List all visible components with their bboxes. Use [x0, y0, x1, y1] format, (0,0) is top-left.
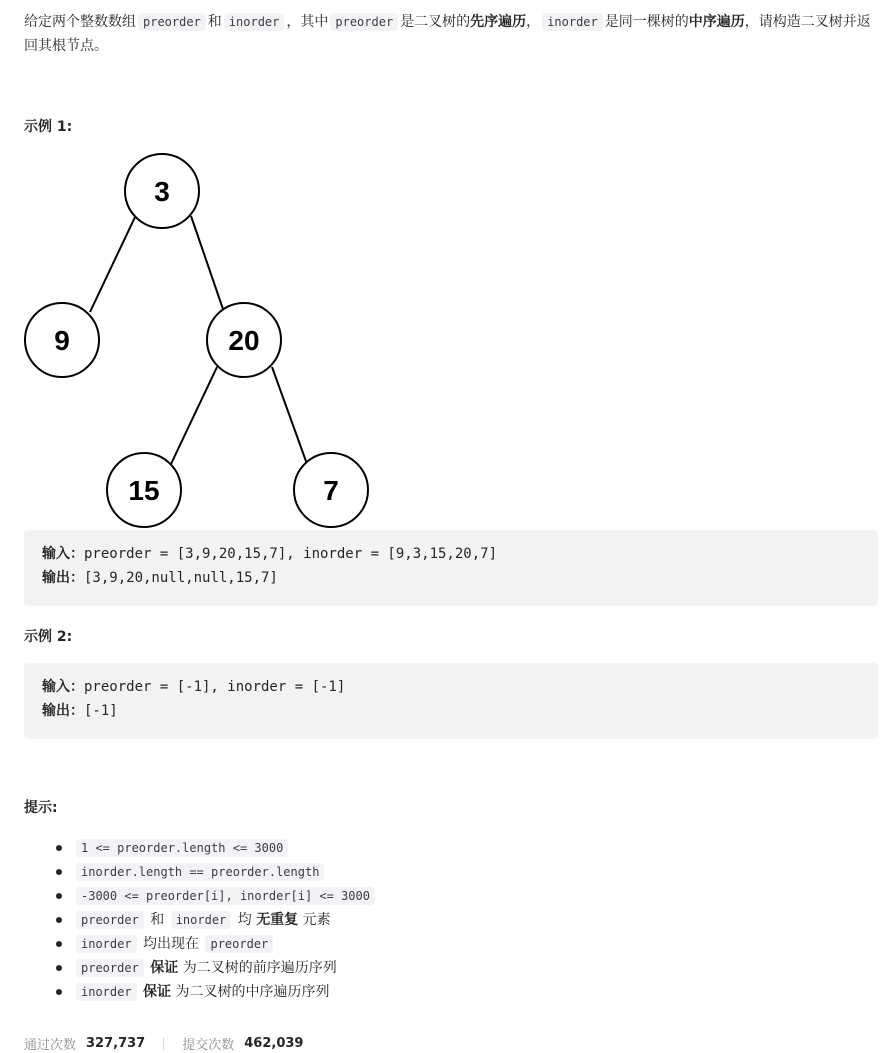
- hint-text: 均: [237, 912, 252, 928]
- inline-code-inorder: inorder: [224, 13, 285, 31]
- hint-text: 元素: [302, 912, 331, 928]
- desc-text: 和: [207, 14, 222, 30]
- inline-code: inorder: [171, 911, 232, 929]
- bullet-icon: [56, 845, 62, 851]
- output-label: 输出：: [42, 703, 84, 719]
- example-input-line: [42, 675, 860, 699]
- tree-edge: [90, 215, 136, 312]
- output-value: [-1]: [84, 703, 118, 719]
- submission-stats: [24, 1034, 303, 1053]
- inline-code: preorder: [205, 935, 273, 953]
- inline-code: inorder: [76, 935, 137, 953]
- tree-node-label: 15: [128, 475, 160, 506]
- inline-code-inorder: inorder: [542, 13, 603, 31]
- stats-divider: [163, 1037, 164, 1051]
- inline-code: preorder: [76, 959, 144, 977]
- tree-node-label: 3: [154, 176, 170, 207]
- hint-item: [24, 932, 377, 956]
- emphasis-preorder-traversal: 先序遍历: [470, 14, 527, 30]
- tree-node-label: 9: [54, 325, 70, 356]
- tree-edge: [191, 216, 224, 312]
- input-label: 输入：: [42, 546, 84, 562]
- hints-heading: 提示:: [24, 800, 58, 816]
- desc-text: ，其中: [286, 14, 329, 30]
- example-input-line: [42, 542, 860, 566]
- inline-code: preorder: [76, 911, 144, 929]
- hint-item: [24, 908, 377, 932]
- inline-code: inorder: [76, 983, 137, 1001]
- input-value: preorder = [-1], inorder = [-1]: [84, 679, 346, 695]
- problem-description: [24, 10, 879, 58]
- example-1-code-block: [24, 530, 878, 606]
- inline-code: 1 <= preorder.length <= 3000: [76, 839, 288, 857]
- bullet-icon: [56, 965, 62, 971]
- desc-text: 给定两个整数数组: [24, 14, 136, 30]
- hint-item: [24, 956, 377, 980]
- hint-emphasis: 无重复: [256, 912, 299, 928]
- output-label: 输出：: [42, 570, 84, 586]
- hint-item: [24, 860, 377, 884]
- hint-item: [24, 884, 377, 908]
- bullet-icon: [56, 869, 62, 875]
- example-2-code-block: [24, 663, 878, 739]
- desc-text: 是同一棵树的: [604, 14, 689, 30]
- example-output-line: [42, 566, 860, 590]
- hint-text: 为二叉树的前序遍历序列: [182, 960, 337, 976]
- inline-code: -3000 <= preorder[i], inorder[i] <= 3000: [76, 887, 375, 905]
- bullet-icon: [56, 941, 62, 947]
- hints-list: [24, 836, 377, 1004]
- bullet-icon: [56, 893, 62, 899]
- desc-text: 是二叉树的: [400, 14, 471, 30]
- desc-text: ，请构造二叉树并返回其根节点。: [24, 14, 871, 54]
- example-1-heading: 示例 1:: [24, 119, 73, 135]
- submitted-count: 462,039: [244, 1036, 304, 1051]
- hint-emphasis: 保证: [143, 984, 172, 1000]
- accepted-count: 327,737: [86, 1036, 146, 1051]
- example-output-line: [42, 699, 860, 723]
- hint-text: 均出现在: [143, 936, 200, 952]
- bullet-icon: [56, 917, 62, 923]
- example-2-heading: 示例 2:: [24, 629, 73, 645]
- hint-text: 为二叉树的中序遍历序列: [175, 984, 330, 1000]
- hint-item: [24, 980, 377, 1004]
- hint-text: 和: [150, 912, 165, 928]
- tree-node-label: 20: [228, 325, 260, 356]
- inline-code: inorder.length == preorder.length: [76, 863, 324, 881]
- desc-text: ，: [526, 14, 541, 30]
- bullet-icon: [56, 989, 62, 995]
- inline-code-preorder: preorder: [330, 13, 398, 31]
- input-value: preorder = [3,9,20,15,7], inorder = [9,3,15,20,7]: [84, 546, 498, 562]
- tree-node-label: 7: [323, 475, 339, 506]
- binary-tree-diagram: [24, 150, 374, 532]
- accepted-label: 通过次数: [24, 1038, 77, 1053]
- hint-item: [24, 836, 377, 860]
- submitted-label: 提交次数: [182, 1038, 235, 1053]
- tree-edge: [171, 367, 217, 464]
- emphasis-inorder-traversal: 中序遍历: [688, 14, 745, 30]
- hint-emphasis: 保证: [150, 960, 179, 976]
- tree-edge: [272, 367, 307, 464]
- input-label: 输入：: [42, 679, 84, 695]
- output-value: [3,9,20,null,null,15,7]: [84, 570, 278, 586]
- inline-code-preorder: preorder: [138, 13, 206, 31]
